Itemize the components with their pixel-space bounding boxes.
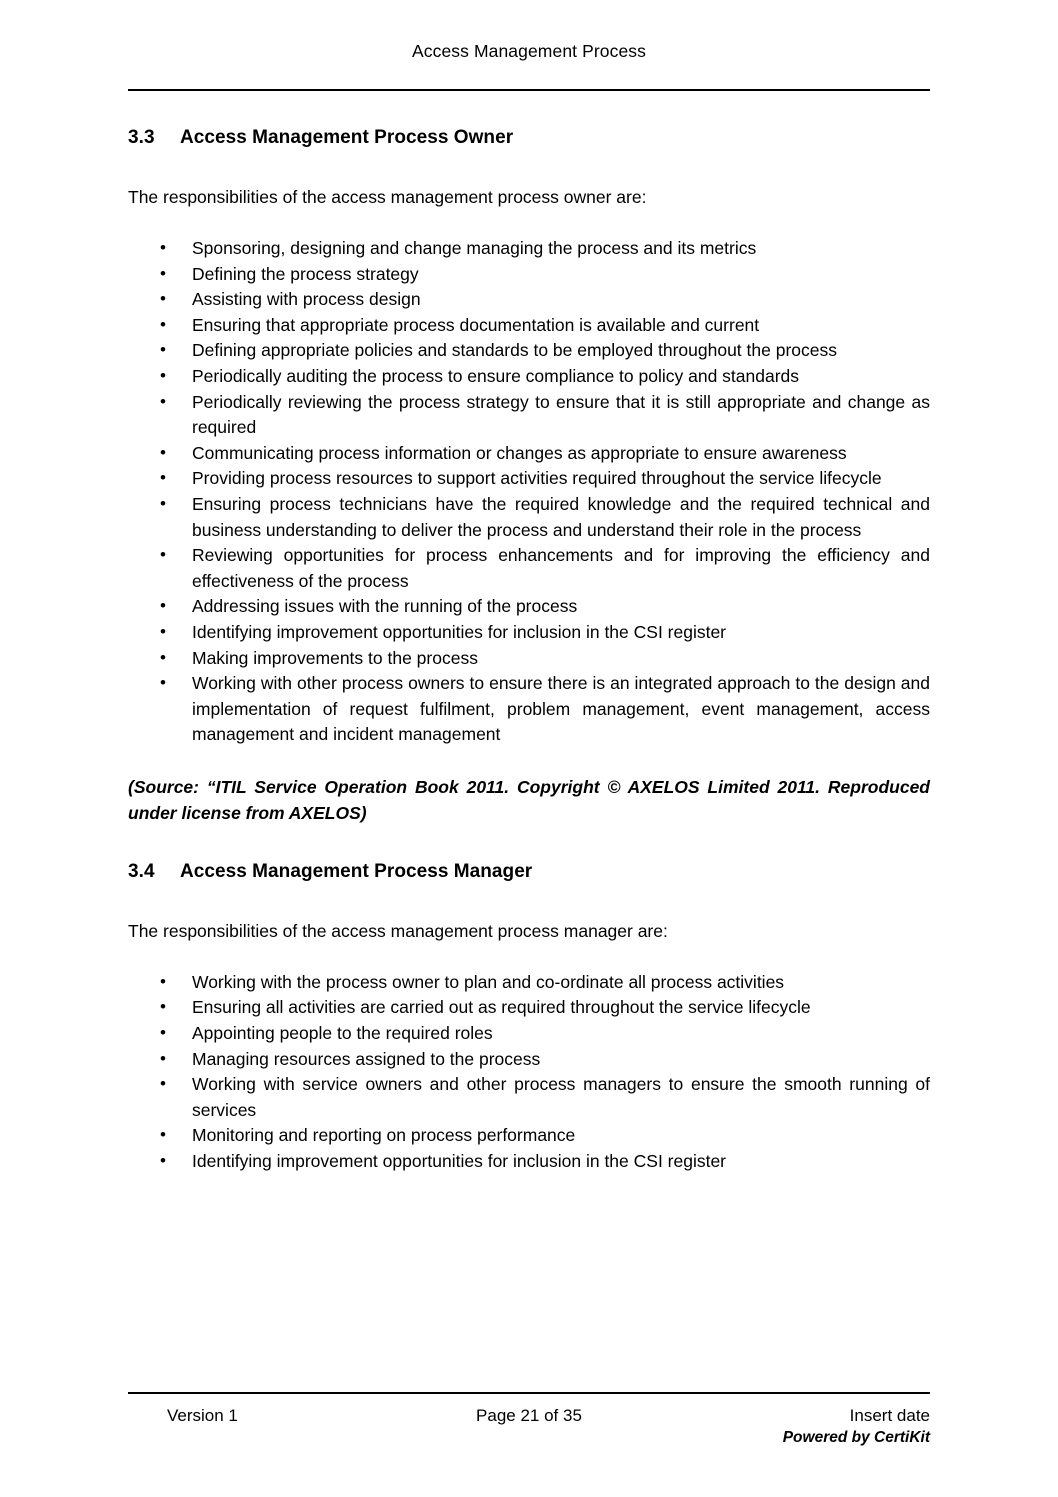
responsibilities-list-3-4 bbox=[128, 970, 930, 1175]
list-item-text: • Ensuring that appropriate process documentation is available and current bbox=[192, 314, 760, 335]
page-footer bbox=[128, 1404, 930, 1448]
section-intro-3-3: The responsibilities of the access management process owner are: bbox=[128, 187, 647, 207]
list-item bbox=[128, 1047, 930, 1073]
section-intro-3-4: The responsibilities of the access management process manager are: bbox=[128, 920, 668, 941]
list-item bbox=[128, 313, 930, 339]
list-item-text: • Reviewing opportunities for process enhancements and for improving the efficiency and effectiveness of the process bbox=[192, 545, 930, 591]
list-item-text: • Appointing people to the required roles bbox=[192, 1023, 493, 1044]
footer-divider bbox=[128, 1392, 930, 1394]
list-item bbox=[128, 1149, 930, 1175]
spacer bbox=[128, 944, 930, 970]
footer-date-block bbox=[657, 1404, 930, 1448]
list-item bbox=[128, 1072, 930, 1123]
list-item bbox=[128, 287, 930, 313]
list-item bbox=[128, 441, 930, 467]
spacer bbox=[128, 826, 930, 859]
section-number-3-4: 3.4 bbox=[128, 860, 155, 882]
footer-powered-by: Powered by CertiKit bbox=[782, 1429, 930, 1446]
list-item-text: • Identifying improvement opportunities for inclusion in the CSI register bbox=[192, 1151, 727, 1172]
list-item bbox=[128, 338, 930, 364]
section-title-3-3: Access Management Process Owner bbox=[180, 127, 514, 148]
list-item bbox=[128, 492, 930, 543]
list-item bbox=[128, 236, 930, 262]
footer-version: Version 1 bbox=[167, 1406, 238, 1425]
header-divider bbox=[128, 89, 930, 91]
section-heading-3-3 bbox=[128, 125, 930, 151]
spacer bbox=[128, 210, 930, 236]
responsibilities-list-3-3 bbox=[128, 236, 930, 748]
spacer bbox=[128, 151, 930, 184]
list-item bbox=[128, 620, 930, 646]
document-body bbox=[128, 125, 930, 1175]
list-item-text: • Addressing issues with the running of the process bbox=[192, 596, 578, 617]
list-item-text: • Ensuring all activities are carried out as required throughout the service lifecycle bbox=[192, 997, 811, 1018]
list-item bbox=[128, 390, 930, 441]
list-item-text: • Communicating process information or changes as appropriate to ensure awareness bbox=[192, 442, 847, 463]
list-item-text: • Working with the process owner to plan and co-ordinate all process activities bbox=[192, 971, 785, 992]
spacer bbox=[128, 885, 930, 918]
list-item bbox=[128, 1123, 930, 1149]
section-heading-3-4 bbox=[128, 859, 930, 885]
footer-page-number: Page 21 of 35 bbox=[476, 1406, 582, 1425]
list-item-text: • Working with service owners and other process managers to ensure the smooth running of services bbox=[192, 1074, 930, 1120]
list-item bbox=[128, 1021, 930, 1047]
section-title-3-4: Access Management Process Manager bbox=[180, 860, 533, 882]
list-item-text: • Working with other process owners to ensure there is an integrated approach to the design and implementation of request fulfilment, problem management, event management, access management and incident management bbox=[192, 673, 930, 745]
list-item bbox=[128, 995, 930, 1021]
list-item-text: • Providing process resources to support activities required throughout the service lifecycle bbox=[192, 468, 882, 489]
list-item bbox=[128, 466, 930, 492]
list-item bbox=[128, 970, 930, 996]
header-title: Access Management Process bbox=[412, 41, 646, 61]
list-item-text: • Periodically reviewing the process strategy to ensure that it is still appropriate and change as required bbox=[192, 391, 930, 438]
list-item bbox=[128, 262, 930, 288]
list-item-text: • Identifying improvement opportunities for inclusion in the CSI register bbox=[192, 621, 727, 642]
list-item bbox=[128, 671, 930, 748]
list-item bbox=[128, 543, 930, 594]
source-citation-3-3: (Source: “ITIL Service Operation Book 2011. Copyright © AXELOS Limited 2011. Reproduced under license from AXELOS) bbox=[128, 776, 930, 823]
spacer bbox=[128, 748, 930, 774]
list-item-text: • Assisting with process design bbox=[192, 289, 421, 310]
footer-date: Insert date bbox=[849, 1406, 930, 1425]
list-item bbox=[128, 364, 930, 390]
list-item-text: • Managing resources assigned to the process bbox=[192, 1048, 541, 1069]
list-item bbox=[128, 646, 930, 672]
list-item bbox=[128, 594, 930, 620]
list-item-text: • Periodically auditing the process to ensure compliance to policy and standards bbox=[192, 365, 800, 386]
page-header bbox=[128, 40, 930, 62]
list-item-text: • Sponsoring, designing and change managing the process and its metrics bbox=[192, 238, 757, 258]
section-number-3-3: 3.3 bbox=[128, 127, 155, 148]
list-item-text: • Making improvements to the process bbox=[192, 647, 478, 668]
list-item-text: • Monitoring and reporting on process performance bbox=[192, 1125, 576, 1146]
list-item-text: • Defining appropriate policies and standards to be employed throughout the process bbox=[192, 340, 837, 361]
list-item-text: • Defining the process strategy bbox=[192, 263, 419, 284]
list-item-text: • Ensuring process technicians have the required knowledge and the required technical and business understanding to deliver the process and understand their role in the process bbox=[192, 493, 930, 540]
